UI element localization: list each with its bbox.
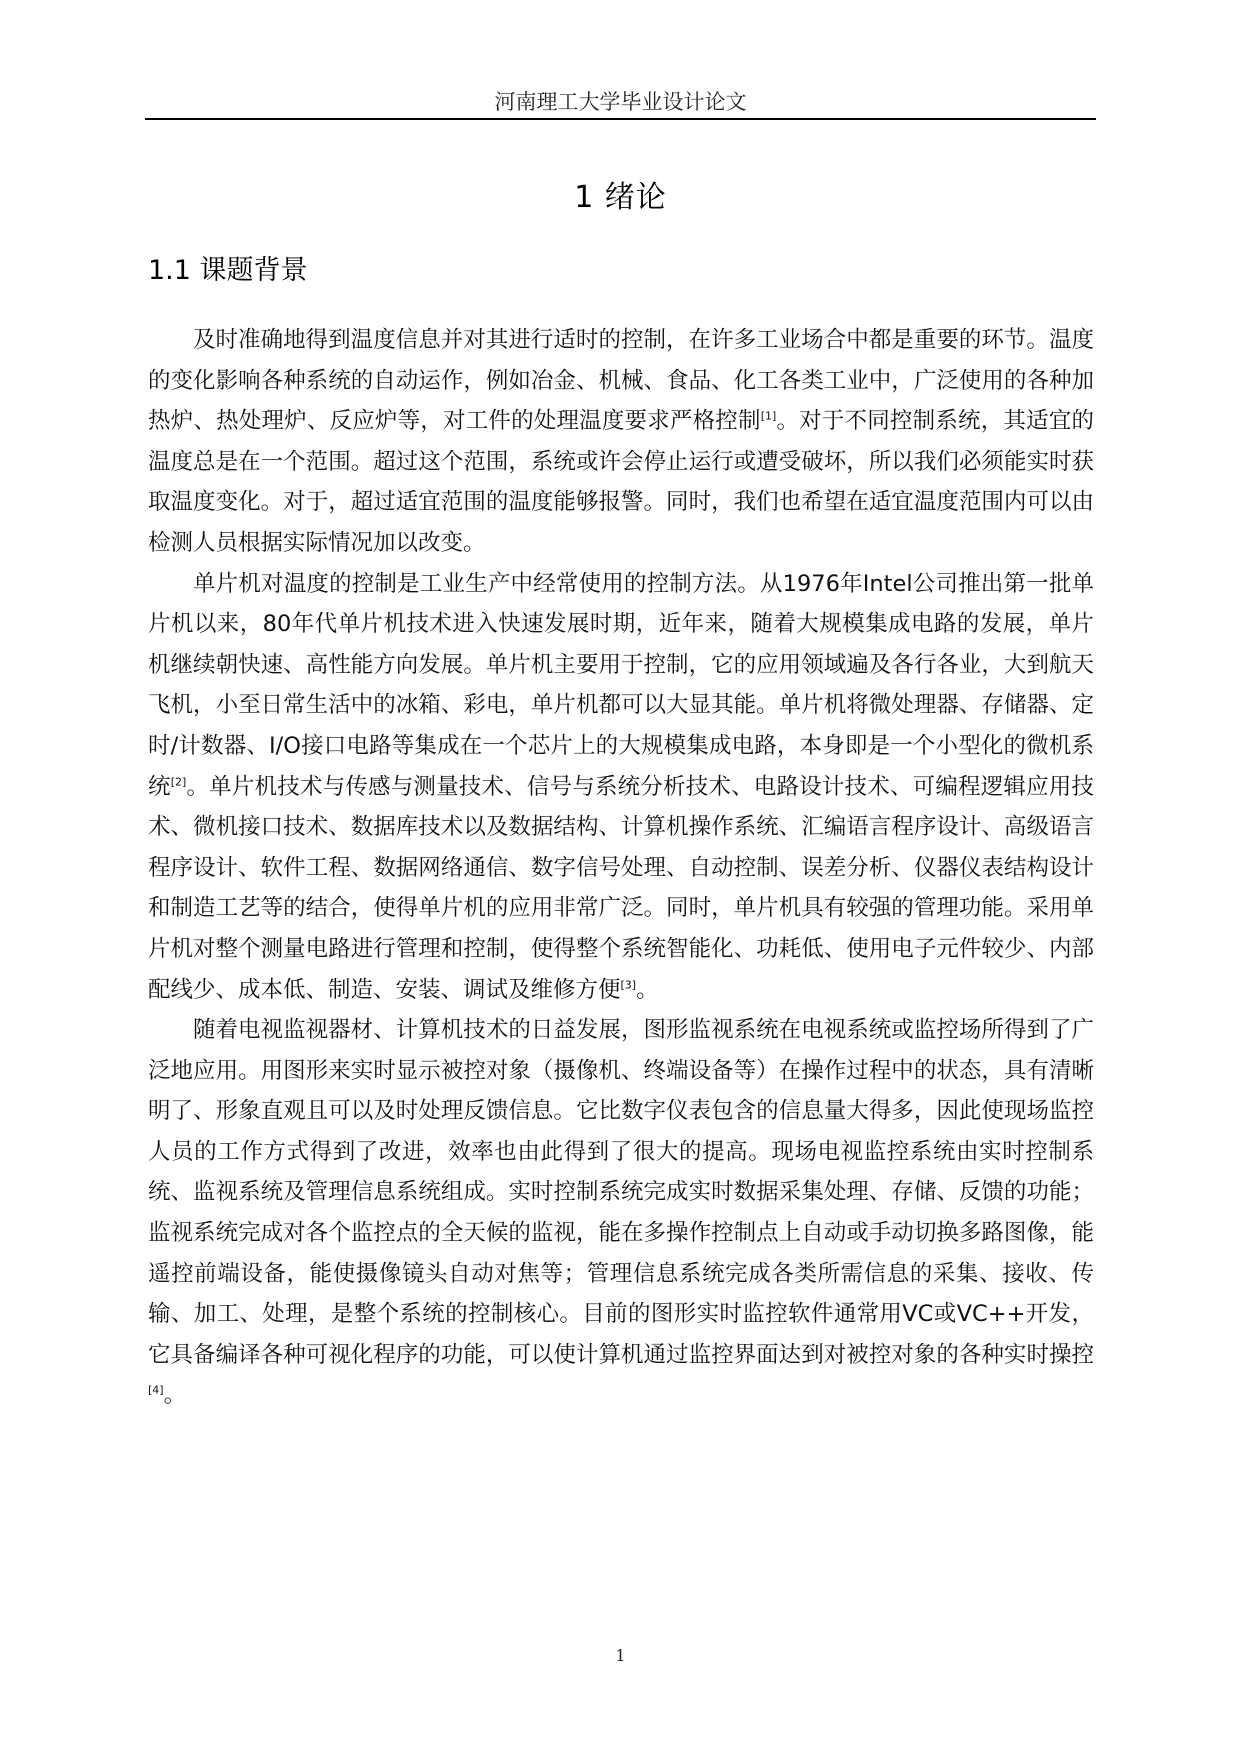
chapter-title: 1 绪论 <box>574 180 667 215</box>
citation-ref: [4] <box>148 1383 164 1397</box>
paragraph-text: 。对于不同控制系统，其适宜的温度总是在一个范围。超过这个范围，系统或许会停止运行或遭受破坏，所以我们必须能实时获取温度变化。对于，超过适宜范围的温度能够报警。同时，我们也希望在适宜温度范围内可以由检测人员根据实际情况加以改变。 <box>148 408 1094 556</box>
paragraph-text: 单片机对温度的控制是工业生产中经常使用的控制方法。从1976年Intel公司推出第一批单片机以来，80年代单片机技术进入快速发展时期，近年来，随着大规模集成电路的发展，单片机继续朝快速、高性能方向发展。单片机主要用于控制，它的应用领域遍及各行各业，大到航天飞机，小至日常生活中的冰箱、彩电，单片机都可以大显其能。单片机将微处理器、存储器、定时/计数器、I/O接口电路等集成在一个芯片上的大规模集成电路，本身即是一个小型化的微机系统 <box>148 570 1094 800</box>
paragraph-text: 及时准确地得到温度信息并对其进行适时的控制，在许多工业场合中都是重要的环节。温度的变化影响各种系统的自动运作，例如冶金、机械、食品、化工各类工业中，广泛使用的各种加热炉、热处理炉、反应炉等，对工件的处理温度要求严格控制 <box>148 327 1094 435</box>
paragraph-2 <box>148 564 1094 1011</box>
section-title: 1.1 课题背景 <box>148 255 308 286</box>
body-text <box>148 320 1094 1416</box>
paragraph-3 <box>148 1010 1094 1416</box>
paragraph-text: 。 <box>636 976 659 1003</box>
citation-ref: [2] <box>170 775 187 789</box>
paragraph-1 <box>148 320 1094 564</box>
paragraph-text: 。 <box>163 1382 187 1409</box>
citation-ref: [3] <box>620 978 637 991</box>
paragraph-text: 。单片机技术与传感与测量技术、信号与系统分析技术、电路设计技术、可编程逻辑应用技术、微机接口技术、数据库技术以及数据结构、计算机操作系统、汇编语言程序设计、高级语言程序设计、软件工程、数据网络通信、数字信号处理、自动控制、误差分析、仪器仪表结构设计和制造工艺等的结合，使得单片机的应用非常广泛。同时，单片机具有较强的管理功能。采用单片机对整个测量电路进行管理和控制，使得整个系统智能化、功耗低、使用电子元件较少、内部配线少、成本低、制造、安装、调试及维修方便 <box>148 773 1094 1003</box>
paragraph-text: 随着电视监视器材、计算机技术的日益发展，图形监视系统在电视系统或监控场所得到了广泛地应用。用图形来实时显示被控对象（摄像机、终端设备等）在操作过程中的状态，具有清晰明了、形象直观且可以及时处理反馈信息。它比数字仪表包含的信息量大得多，因此使现场监控人员的工作方式得到了改进，效率也由此得到了很大的提高。现场电视监控系统由实时控制系统、监视系统及管理信息系统组成。实时控制系统完成实时数据采集处理、存储、反馈的功能；监视系统完成对各个监控点的全天候的监视，能在多操作控制点上自动或手动切换多路图像，能遥控前端设备，能使摄像镜头自动对焦等；管理信息系统完成各类所需信息的采集、接收、传输、加工、处理，是整个系统的控制核心。目前的图形实时监控软件通常用VC或VC++开发，它具备编译各种可视化程序的功能，可以使计算机通过监控界面达到对被控对象的各种实时操控 <box>148 1017 1094 1368</box>
running-header: 河南理工大学毕业设计论文 <box>494 90 747 114</box>
page-number: 1 <box>615 1646 626 1665</box>
citation-ref: [1] <box>760 409 777 423</box>
header-divider <box>145 118 1096 120</box>
